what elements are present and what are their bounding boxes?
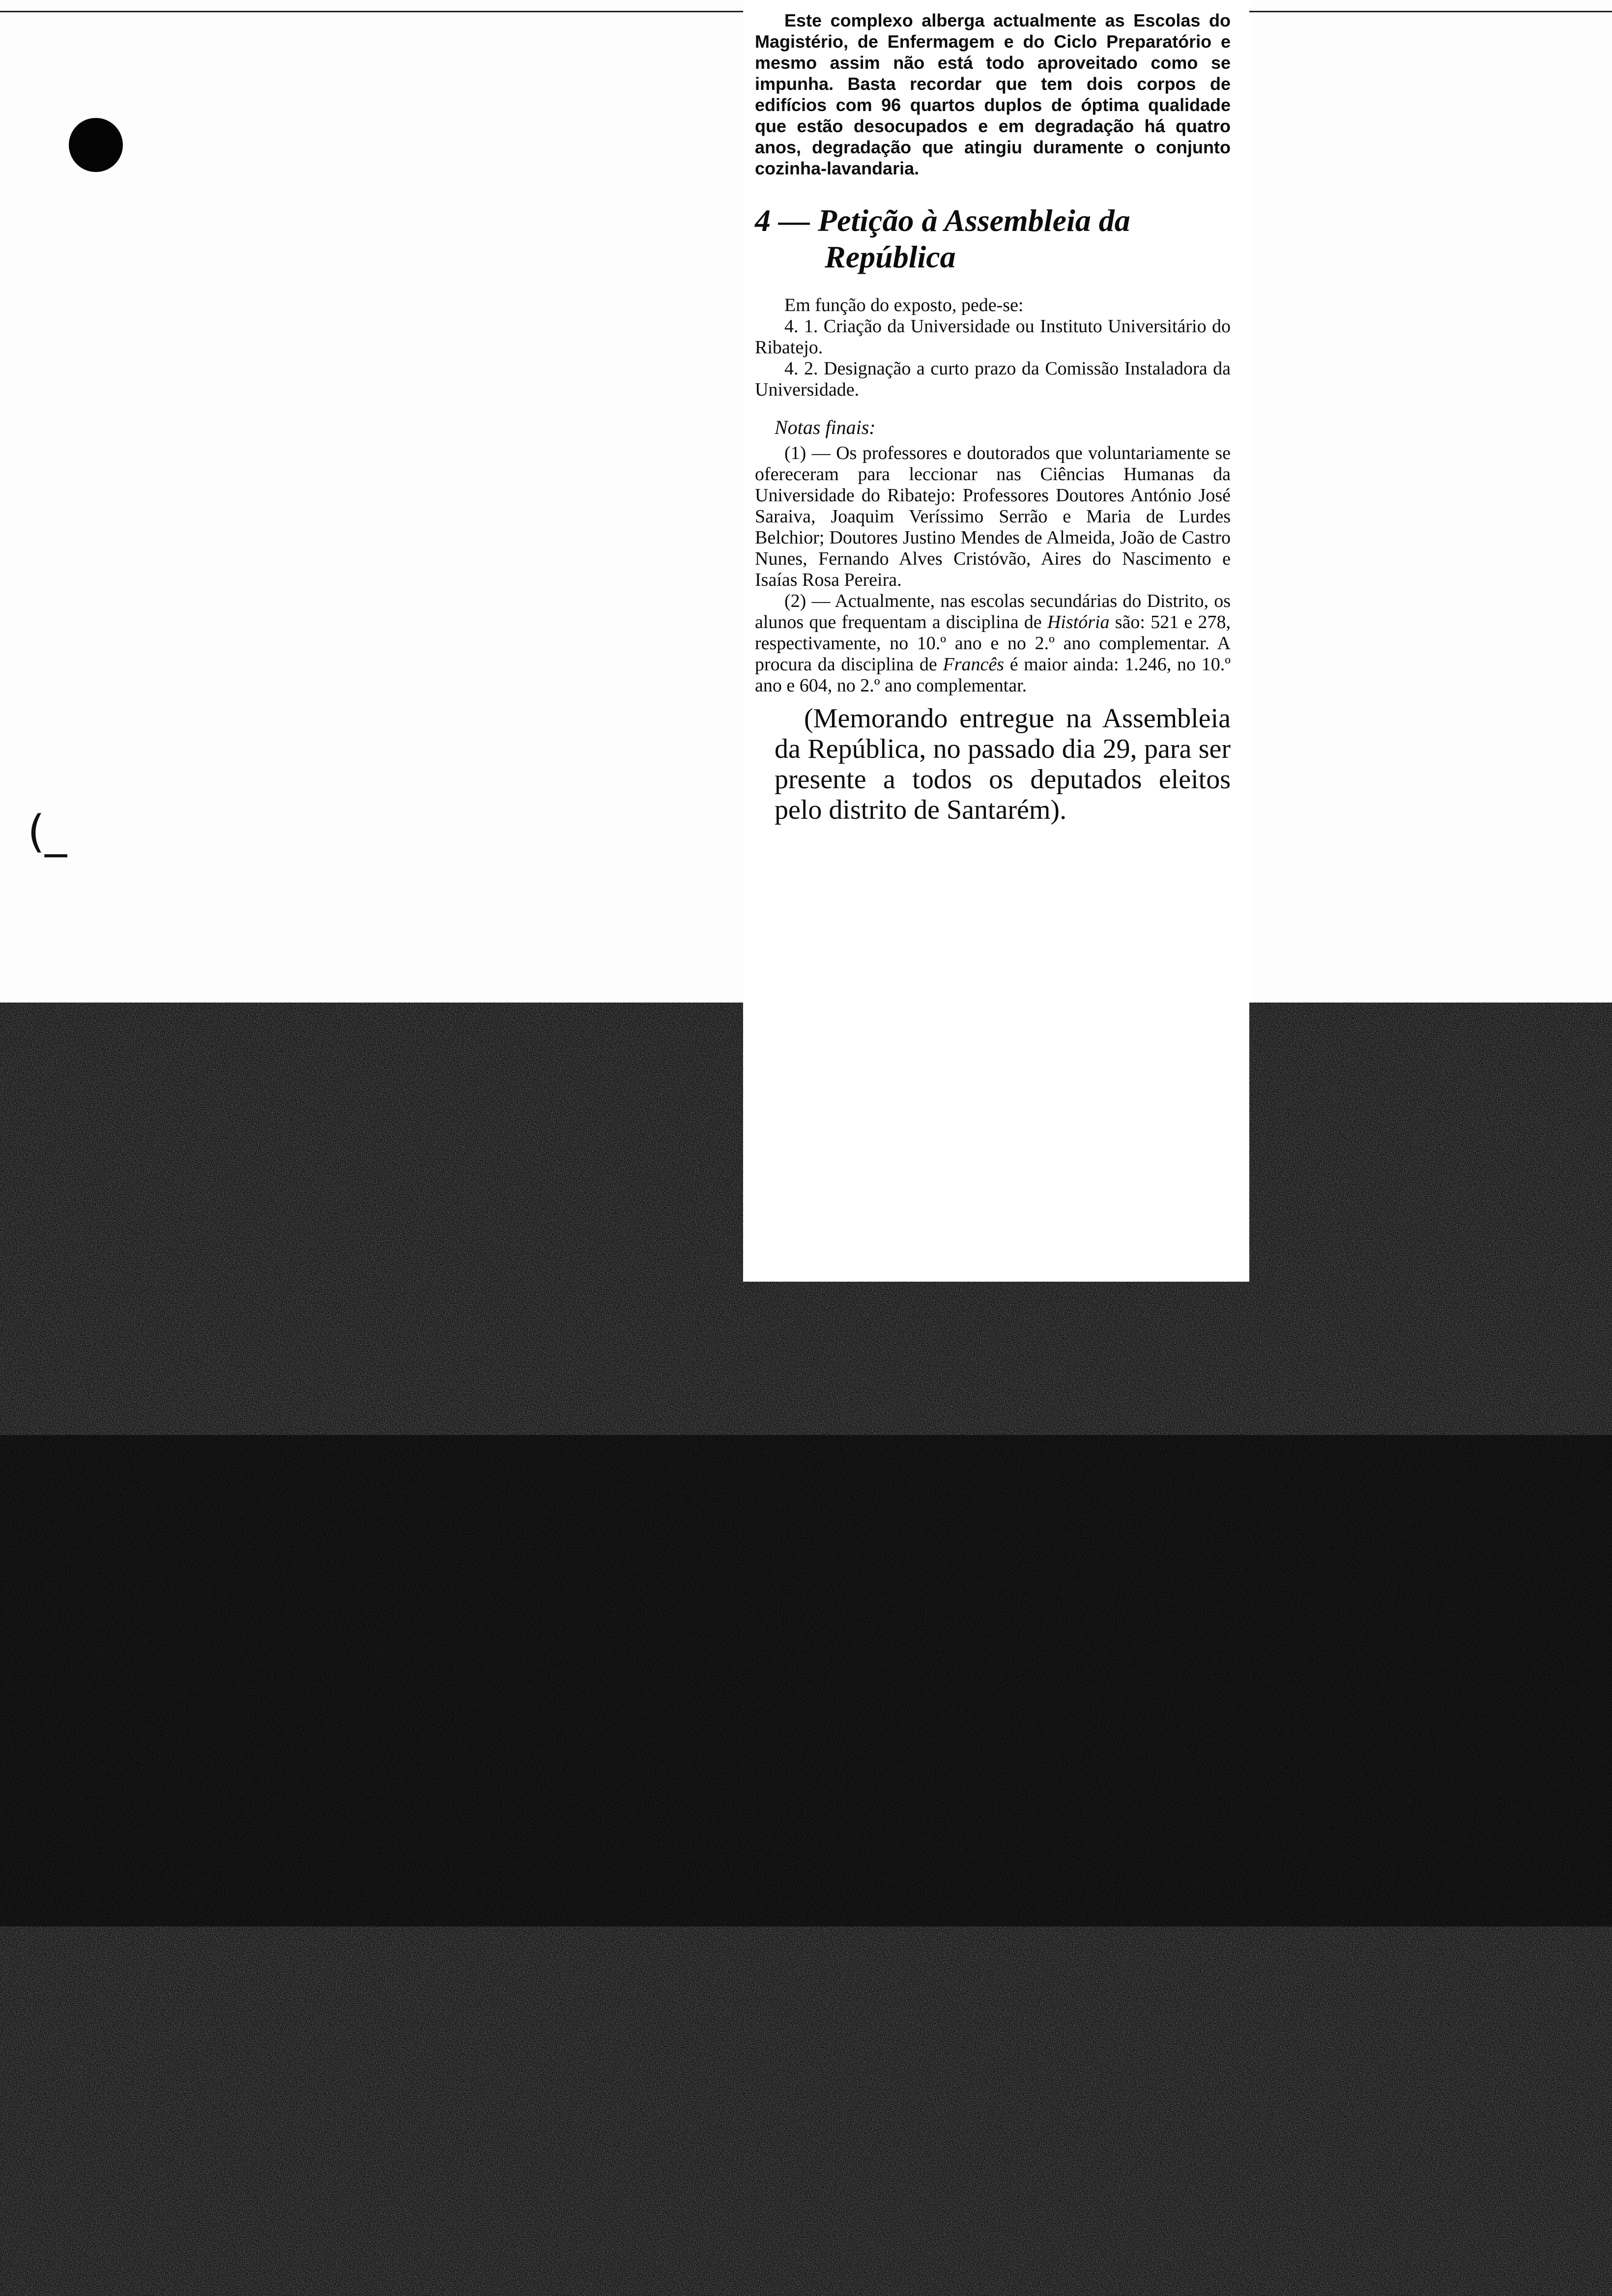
section-title [755,202,1231,275]
note-2-text: são: 521 e 278, respectivamente, no 10.º ano e no 2.º ano complementar. A procura da disciplina de [755,612,1231,675]
notes-heading: Notas finais: [775,416,876,438]
margin-mark-icon: (_ [28,806,67,858]
note-2-text: (2) — Actualmente, nas escolas secundárias do Distrito, os alunos que frequentam a disciplina de [755,591,1231,632]
petition-item: 4. 1. Criação da Universidade ou Instituto Universitário do Ribatejo. [755,316,1231,358]
closing-memo: (Memorando entregue na Assembleia da República, no passado dia 29, para ser presente a todos os deputados eleitos pelo distrito de Santarém). [775,703,1231,825]
note-2-french: Francês [943,654,1004,675]
petition-item: 4. 2. Designação a curto prazo da Comissão Instaladora da Universidade. [755,358,1231,400]
note-2-text: é maior ainda: 1.246, no 10.º ano e 604, no 2.º ano complementar. [755,654,1231,696]
note-2 [755,591,1231,696]
section-title-line1: 4 — Petição à Assembleia da [755,203,1130,238]
intro-paragraph: Este complexo alberga actualmente as Escolas do Magistério, de Enfermagem e do Ciclo Preparatório e mesmo assim não está todo aproveitado como se impunha. Basta recordar que tem dois corpos de edifícios com 96 quartos duplos de óptima qualidade que estão desocupados e em degradação há quatro anos, degradação que atingiu duramente o conjunto cozinha-lavandaria. [755,10,1231,178]
petition-lead: Em função do exposto, pede-se: [784,295,1024,316]
punch-hole-mark [69,118,123,172]
note-1: (1) — Os professores e doutorados que voluntariamente se ofereceram para leccionar nas Ciências Humanas da Universidade do Ribatejo: Professores Doutores António José Saraiva, Joaquim Veríssimo Serrão e Maria de Lurdes Belchior; Doutores Justino Mendes de Almeida, João de Castro Nunes, Fernando Alves Cristóvão, Aires do Nascimento e Isaías Rosa Pereira. [755,443,1231,590]
note-2-history: História [1047,612,1110,632]
section-title-line2: República [825,239,956,274]
newspaper-clipping [743,0,1249,1282]
